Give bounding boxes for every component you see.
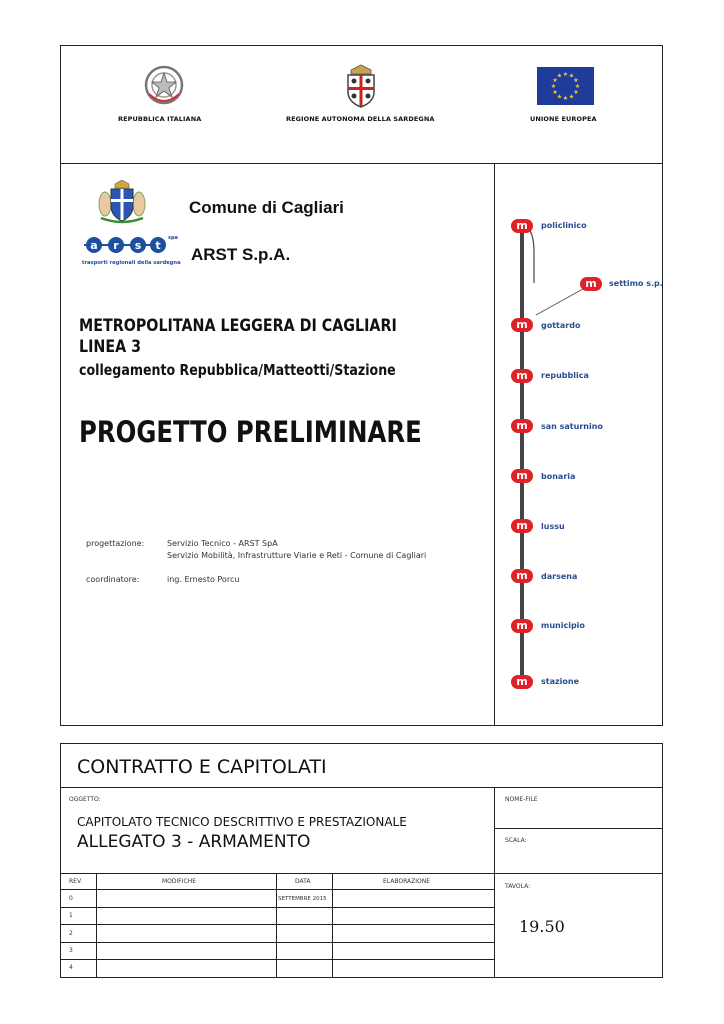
metro-stop-badge-bonaria: m (511, 469, 533, 483)
sardinia-coat-of-arms-icon (343, 64, 379, 108)
rev-header-elaborazione: ELABORAZIONE (383, 878, 431, 885)
nome-file-label: NOME-FILE (505, 796, 538, 803)
sardinia-region-caption: REGIONE AUTONOMA DELLA SARDEGNA (286, 115, 435, 123)
svg-text:★: ★ (556, 93, 563, 101)
eu-caption: UNIONE EUROPEA (530, 115, 597, 123)
project-line-1: METROPOLITANA LEGGERA DI CAGLIARI (79, 316, 397, 336)
cagliari-coat-of-arms-icon (97, 180, 147, 224)
svg-text:s: s (134, 239, 142, 252)
arst-logo-icon (80, 233, 176, 257)
svg-text:★: ★ (552, 89, 558, 96)
section-title: CONTRATTO E CAPITOLATI (77, 756, 327, 778)
oggetto-line-2: ALLEGATO 3 - ARMAMENTO (77, 832, 311, 852)
svg-text:★: ★ (552, 77, 558, 84)
rev-row-divider-2 (60, 924, 494, 925)
metro-stop-stazione: stazione (541, 677, 579, 686)
rev-row-3-rev: 3 (69, 947, 73, 954)
svg-text:t: t (155, 239, 161, 252)
italian-republic-caption: REPUBBLICA ITALIANA (118, 115, 202, 123)
tavola-label: TAVOLA: (505, 883, 531, 890)
arst-logo-caption: trasporti regionali della sardegna (82, 260, 181, 266)
coordinatore-name: ing. Ernesto Porcu (167, 575, 240, 584)
progettazione-label: progettazione: (86, 539, 145, 548)
tavola-number: 19.50 (519, 917, 565, 936)
metro-stop-badge-lussu: m (511, 519, 533, 533)
arst-name: ARST S.p.A. (191, 245, 291, 264)
oggetto-label: OGGETTO: (69, 796, 101, 803)
metro-stop-badge-repubblica: m (511, 369, 533, 383)
metro-stop-badge-policlinico: m (511, 219, 533, 233)
metro-stop-badge-darsena: m (511, 569, 533, 583)
oggetto-line-1: CAPITOLATO TECNICO DESCRITTIVO E PRESTAZIONALE (77, 815, 407, 829)
rev-row-divider-3 (60, 942, 494, 943)
svg-text:r: r (113, 239, 119, 252)
rev-row-divider-0 (60, 889, 494, 890)
rev-row-divider-4 (60, 959, 494, 960)
oggetto-divider (60, 873, 663, 874)
rev-row-0-rev: 0 (69, 895, 73, 902)
metro-stop-badge-gottardo: m (511, 318, 533, 332)
metro-stop-policlinico: policlinico (541, 221, 587, 230)
rev-header-modifiche: MODIFICHE (162, 878, 197, 885)
svg-text:★: ★ (568, 93, 575, 101)
nome-file-divider (494, 828, 663, 829)
rev-row-1-rev: 1 (69, 912, 73, 919)
svg-text:★: ★ (573, 77, 579, 84)
svg-text:★: ★ (556, 72, 563, 80)
right-column-divider (494, 787, 495, 978)
metro-stop-san-saturnino: san saturnino (541, 422, 603, 431)
svg-text:★: ★ (562, 71, 569, 78)
project-line-2: LINEA 3 (79, 337, 142, 357)
svg-text:★: ★ (574, 83, 581, 90)
rev-header-rev: REV. (69, 878, 83, 885)
arst-logo-sup: spa (168, 235, 178, 241)
metro-stop-darsena: darsena (541, 572, 578, 581)
progettazione-line-1: Servizio Tecnico - ARST SpA (167, 539, 278, 548)
metro-stop-badge-san-saturnino: m (511, 419, 533, 433)
metro-stop-lussu: lussu (541, 522, 565, 531)
eu-flag-icon (537, 67, 594, 105)
svg-text:a: a (90, 239, 98, 252)
svg-text:★: ★ (562, 95, 569, 102)
metro-stop-bonaria: bonaria (541, 472, 576, 481)
scala-label: SCALA: (505, 837, 527, 844)
comune-name: Comune di Cagliari (189, 198, 344, 217)
metro-stop-repubblica: repubblica (541, 371, 589, 380)
metro-stop-badge-settimo: m (580, 277, 602, 291)
rev-row-divider-1 (60, 907, 494, 908)
metro-stop-settimo: settimo s.p. (609, 279, 663, 288)
arst-logo (80, 233, 181, 269)
main-title: PROGETTO PRELIMINARE (79, 415, 422, 449)
coordinatore-label: coordinatore: (86, 575, 140, 584)
italian-emblem-icon (143, 64, 185, 106)
svg-text:★: ★ (550, 83, 557, 90)
metro-line-track (494, 163, 663, 726)
metro-stop-badge-stazione: m (511, 675, 533, 689)
metro-stop-badge-municipio: m (511, 619, 533, 633)
rev-row-2-rev: 2 (69, 930, 73, 937)
rev-row-4-rev: 4 (69, 964, 73, 971)
rev-header-data: DATA (295, 878, 311, 885)
metro-stop-gottardo: gottardo (541, 321, 581, 330)
rev-row-0-data: SETTEMBRE 2015 (278, 896, 327, 902)
metro-stop-municipio: municipio (541, 621, 585, 630)
svg-text:★: ★ (573, 89, 579, 96)
section-divider (60, 787, 663, 788)
project-line-3: collegamento Repubblica/Matteotti/Stazione (79, 361, 396, 379)
progettazione-line-2: Servizio Mobilità, Infrastrutture Viarie e Reti - Comune di Cagliari (167, 551, 427, 560)
svg-text:★: ★ (568, 72, 575, 80)
